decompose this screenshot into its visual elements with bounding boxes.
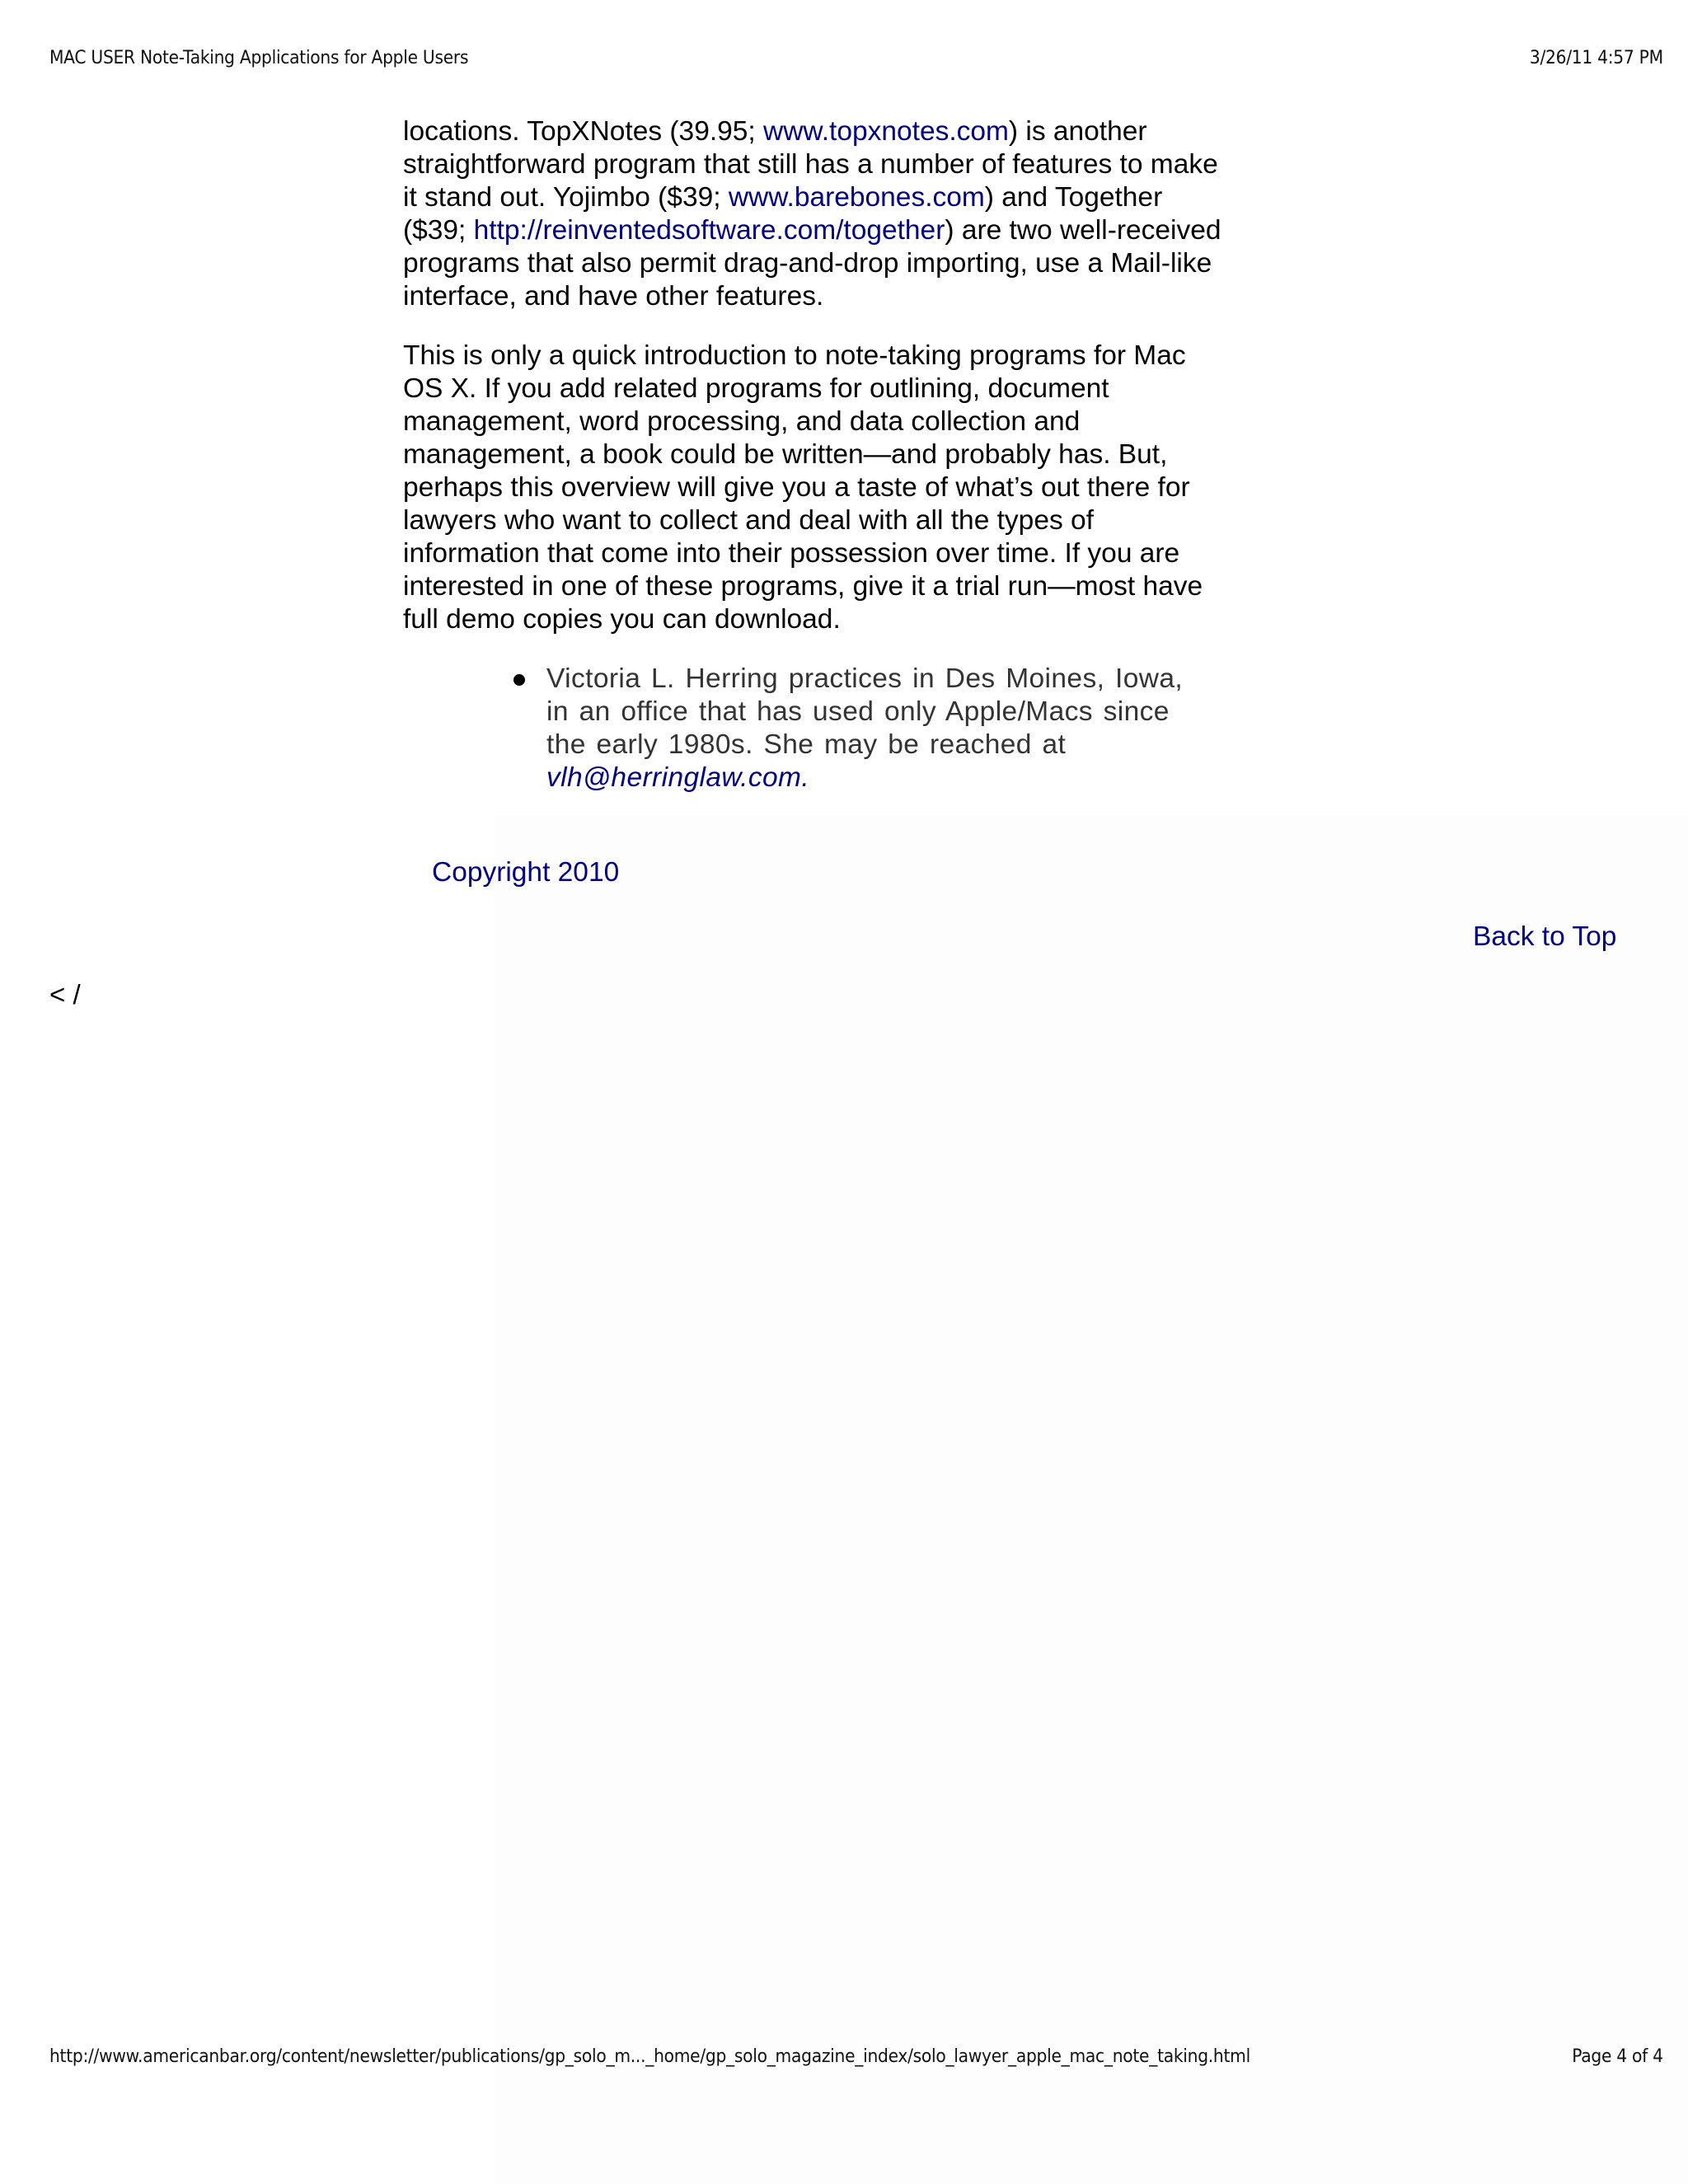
paragraph-text: ) is another straightforward program that still has a number of features to make it stand out. Yojimbo ($39; bbox=[403, 116, 1218, 213]
bullet-icon bbox=[513, 674, 525, 686]
paragraph-text: locations. TopXNotes (39.95; bbox=[403, 116, 764, 147]
author-bio-text: Victoria L. Herring practices in Des Moines, Iowa, in an office that has used only Apple/Macs since the early 1980s. She may be reached at bbox=[546, 663, 1184, 760]
barebones-link[interactable]: www.barebones.com bbox=[728, 182, 985, 213]
topxnotes-link[interactable]: www.topxnotes.com bbox=[763, 116, 1009, 147]
copyright-notice: Copyright 2010 bbox=[432, 857, 620, 888]
author-bio-list bbox=[546, 663, 1206, 794]
document-title: MAC USER Note-Taking Applications for Apple Users bbox=[49, 48, 469, 68]
paragraph-conclusion: This is only a quick introduction to note-taking programs for Mac OS X. If you add related programs for outlining, document management, word processing, and data collection and management, a book could be written—and probably has. But, perhaps this overview will give you a taste of what’s out there for lawyers who want to collect and deal with all the types of information that come into their possession over time. If you are interested in one of these programs, give it a trial run—most have full demo copies you can download. bbox=[403, 340, 1203, 635]
back-to-top-link[interactable]: Back to Top bbox=[1473, 921, 1617, 952]
stray-markup-text: < / bbox=[49, 979, 81, 1010]
paragraph-text: ) and Together ($39; bbox=[403, 182, 1163, 246]
page-background bbox=[495, 816, 1688, 2184]
print-footer bbox=[49, 2046, 1663, 2067]
paragraph-note-apps bbox=[403, 115, 1227, 313]
source-url: http://www.americanbar.org/content/newsletter/publications/gp_solo_m..._home/gp_solo_magazine_index/solo_lawyer_apple_mac_note_taking.html bbox=[49, 2046, 1250, 2067]
article-body bbox=[403, 115, 1227, 794]
author-bio bbox=[546, 663, 1206, 794]
page-number: Page 4 of 4 bbox=[1572, 2046, 1663, 2067]
author-bio-trailing: . bbox=[801, 762, 810, 793]
print-header bbox=[49, 48, 1663, 68]
paragraph-text: ) are two well-received programs that also permit drag-and-drop importing, use a Mail-like interface, and have other features. bbox=[403, 215, 1221, 312]
author-email-link[interactable]: vlh@herringlaw.com bbox=[546, 762, 802, 793]
reinventedsoftware-link[interactable]: http://reinventedsoftware.com/together bbox=[473, 215, 945, 246]
print-datetime: 3/26/11 4:57 PM bbox=[1529, 48, 1663, 68]
